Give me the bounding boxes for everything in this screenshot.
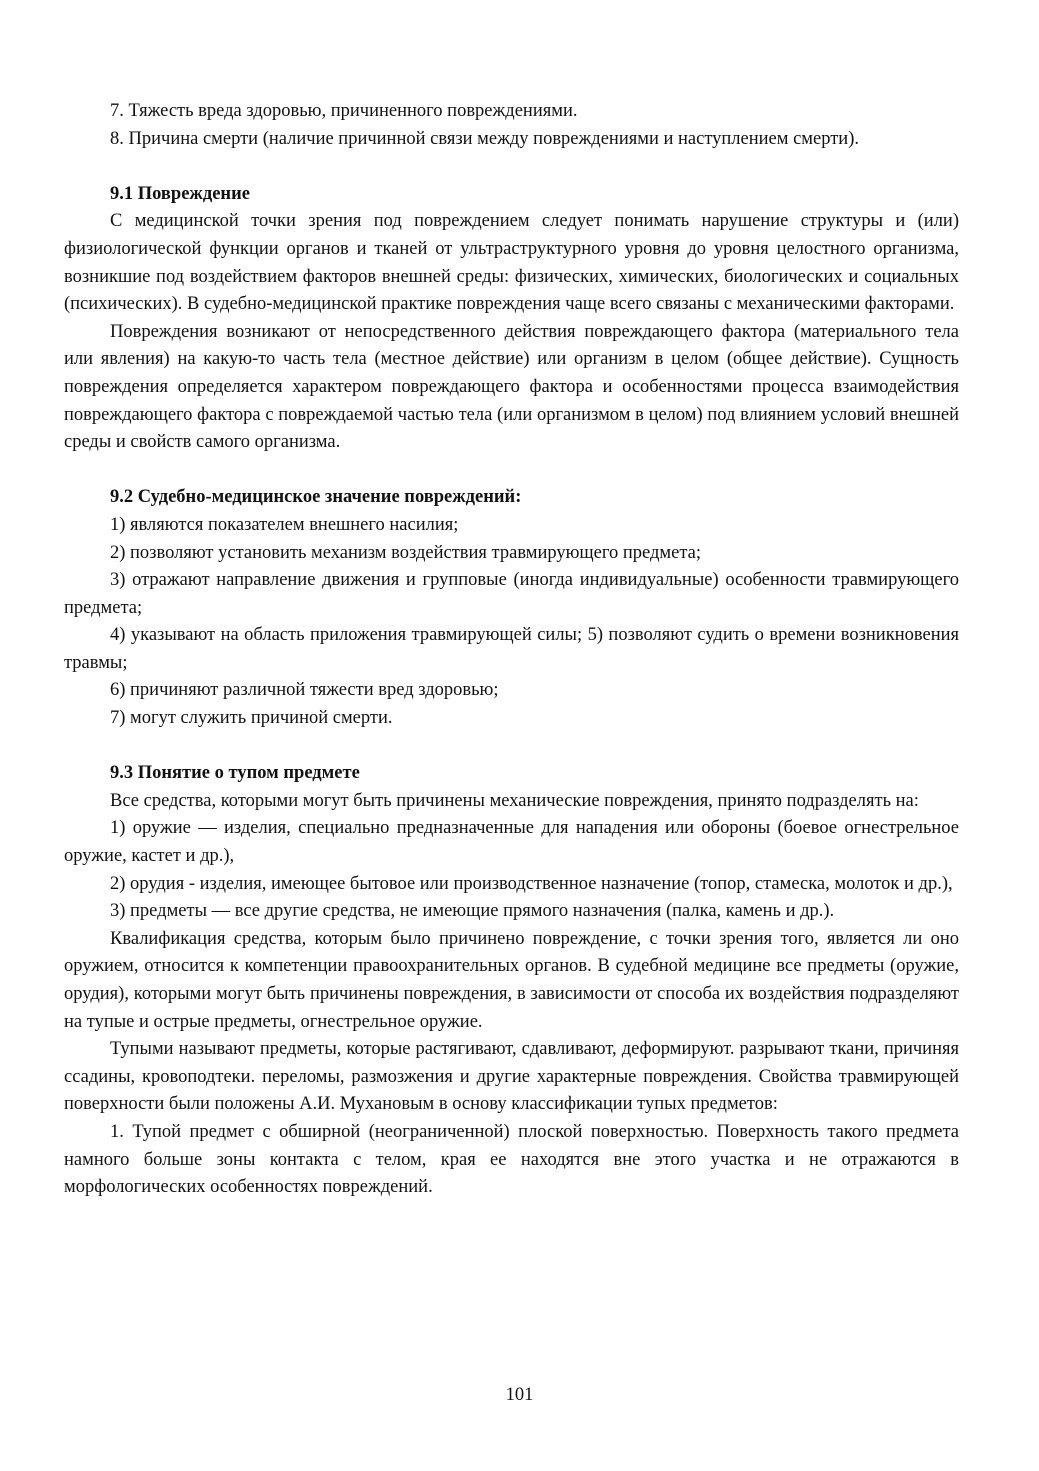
paragraph: С медицинской точки зрения под повреждением следует понимать нарушение структуры и (или) физиологической функции органов и тканей от ультраструктурного уровня до уровня целостного организма, возникшие под воздействием факторов внешней среды: физических, химических, биологических и социальных (психических). В судебно-медицинской практике повреждения чаще всего связаны с механическими факторами. [64,211,959,315]
section-heading: 9.2 Судебно-медицинское значение повреждений: [110,487,522,508]
list-item: 3) предметы — все другие средства, не имеющие прямого назначения (палка, камень и др.). [110,901,835,922]
list-item: 7) могут служить причиной смерти. [110,708,393,729]
list-item: 7. Тяжесть вреда здоровью, причиненного повреждениями. [110,101,578,121]
list-item: 1) оружие — изделия, специально предназначенные для нападения или обороны (боевое огнестрельное оружие, кастет и др.), [64,818,959,867]
document-page [64,98,959,1202]
paragraph: Тупыми называют предметы, которые растягивают, сдавливают, деформируют. разрывают ткани, причиняя ссадины, кровоподтеки. переломы, размозжения и другие характерные повреждения. Свойства травмирующей поверхности были положены А.И. Мухановым в основу классификации тупых предметов: [64,1039,959,1115]
spacer [64,733,959,761]
section-heading: 9.3 Понятие о тупом предмете [110,763,360,784]
section-heading: 9.1 Повреждение [110,183,250,204]
paragraph: Квалификация средства, которым было причинено повреждение, с точки зрения того, является ли оно оружием, относится к компетенции правоохранительных органов. В судебной медицине все предметы (оружие, орудия), которыми могут быть причинены повреждения, в зависимости от способа их воздействия подразделяют на тупые и острые предметы, огнестрельное оружие. [64,928,959,1032]
paragraph: Все средства, которыми могут быть причинены механические повреждения, принято подразделять на: [110,790,919,811]
list-item: 4) указывают на область приложения травмирующей силы; 5) позволяют судить о времени возникновения травмы; [64,625,959,673]
paragraph: Повреждения возникают от непосредственного действия повреждающего фактора (материального тела или явления) на какую-то часть тела (местное действие) или организм в целом (общее действие). Сущность повреждения определяется характером повреждающего фактора и особенностями процесса взаимодействия повреждающего фактора с повреждаемой частью тела (или организмом в целом) под влиянием условий внешней среды и свойств самого организма. [64,321,959,453]
list-item: 2) позволяют установить механизм воздействия травмирующего предмета; [110,542,701,563]
list-item: 3) отражают направление движения и групповые (иногда индивидуальные) особенности травмирующего предмета; [64,570,959,618]
spacer [64,153,959,181]
spacer [64,457,959,485]
list-item: 2) орудия - изделия, имеющее бытовое или производственное назначение (топор, стамеска, молоток и др.), [110,873,953,894]
list-item: 1) являются показателем внешнего насилия; [110,514,459,535]
list-item: 8. Причина смерти (наличие причинной связи между повреждениями и наступлением смерти). [110,128,859,149]
list-item: 6) причиняют различной тяжести вред здоровью; [110,680,499,701]
page-number: 101 [505,1385,534,1405]
list-item: 1. Тупой предмет с обширной (неограниченной) плоской поверхностью. Поверхность такого предмета намного больше зоны контакта с телом, края ее находятся вне этого участка и не отражаются в морфологических особенностях повреждений. [64,1121,959,1198]
